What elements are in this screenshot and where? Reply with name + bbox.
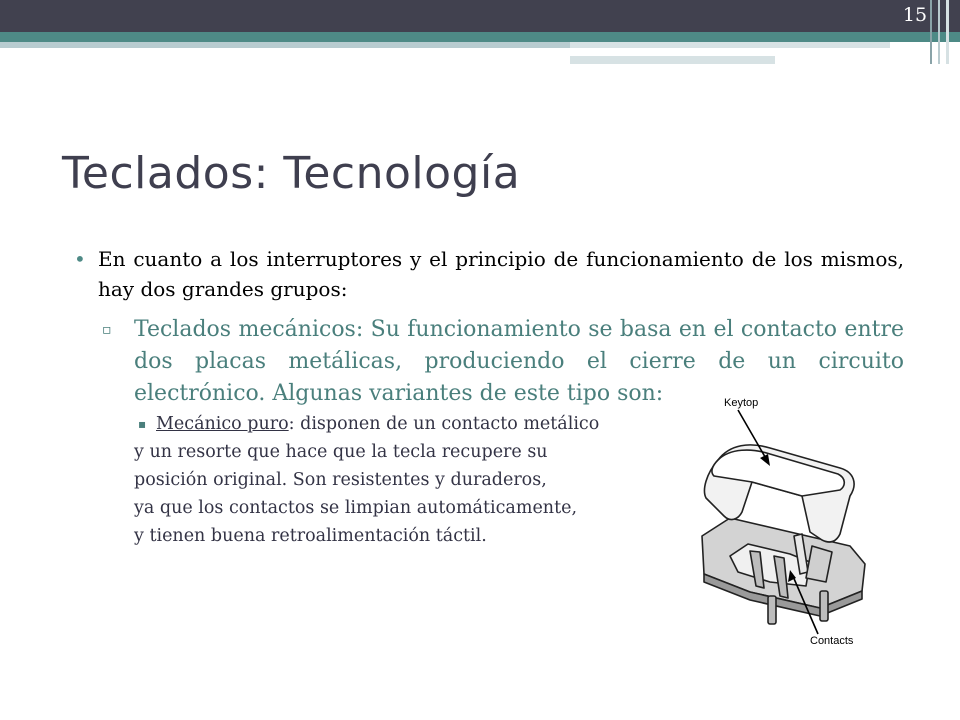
keyswitch-diagram <box>690 386 890 652</box>
sub-bullet-term: Mecánico puro <box>156 414 289 434</box>
label-contacts: Contacts <box>810 635 854 647</box>
bullet-text: En cuanto a los interruptores y el principio de funcionamiento de los mismos, hay dos grandes grupos: <box>98 247 904 301</box>
page-number: 15 <box>902 4 928 26</box>
bullet-small-square-icon: ▪ <box>138 417 147 431</box>
header-vertical-line <box>938 0 940 64</box>
bullet-square-icon: ▫ <box>102 322 112 338</box>
bullet-dot-icon: • <box>74 247 86 271</box>
header-stripe <box>775 60 890 64</box>
sub-bullet-line: y un resorte que hace que la tecla recupere su <box>134 442 548 462</box>
header-stripe <box>570 52 890 54</box>
bullet-text: Teclados mecánicos: Su funcionamiento se basa en el contacto entre dos placas metálicas, produciendo el cierre de un circuito electrónico. Algunas variantes de este tipo son: <box>134 317 904 406</box>
header-bar <box>0 0 960 32</box>
header-vertical-line <box>946 0 949 64</box>
header-accent-bar <box>0 32 960 42</box>
header-stripe <box>0 42 570 48</box>
sub-bullet-line: ya que los contactos se limpian automáticamente, <box>134 498 578 518</box>
header-stripe <box>570 56 775 64</box>
sub-bullet-line: y tienen buena retroalimentación táctil. <box>134 526 487 546</box>
sub-bullet-line: posición original. Son resistentes y duraderos, <box>134 470 547 490</box>
keyswitch-illustration <box>690 386 890 652</box>
sub-bullet-text: : disponen de un contacto metálico <box>288 414 600 434</box>
slide-title: Teclados: Tecnología <box>62 148 521 199</box>
header-stripe <box>570 42 890 48</box>
label-keytop: Keytop <box>724 397 759 409</box>
bullet-level-1 <box>62 244 904 304</box>
